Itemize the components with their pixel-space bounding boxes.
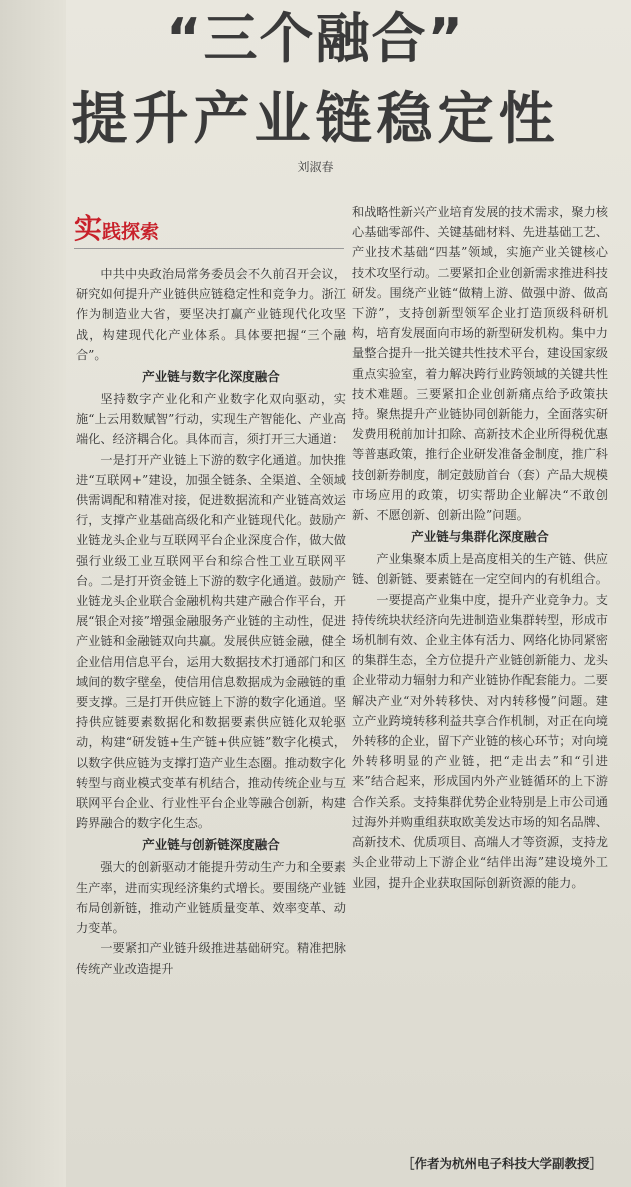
paragraph: 一要提高产业集中度，提升产业竞争力。支持传统块状经济向先进制造业集群转型，形成市场机制有效、企业主体有活力、网络化协同紧密的集群生态，全方位提升产业链创新能力、龙头企业带动力辐射力和产业链协作配套能力。二要解决产业“对外转移快、对内转移慢”问题。建立产业跨境转移利益共享合作机制，对正在向境外转移的企业，留下产业链的核心环节；对向境外转移明显的产业链，把“走出去”和“引进来”结合起来，形成国内外产业链循环的上下游合作关系。支持集群优势企业特别是上市公司通过海外并购重组获取欧美发达市场的知名品牌、高新技术、优质项目、高端人才等资源，支持龙头企业带动上下游企业“结伴出海”建设境外工业园，提升企业获取国际创新资源的能力。 <box>352 592 608 890</box>
paragraph-continued: 和战略性新兴产业培育发展的技术需求，聚力核心基础零部件、关键基础材料、先进基础工艺、产业技术基础“四基”领域，实施产业关键核心技术攻坚行动。二要紧扣企业创新需求推进科技研发。围绕产业链“做精上游、做强中游、做高下游”，支持创新型领军企业打造顶级科研机构，培育发展面向市场的新型研发机构。集中力量整合提升一批关键共性技术平台，建设国家级重点实验室，着力解决跨行业跨领域的关键共性技术难题。三要紧扣企业创新痛点给予政策扶持。聚焦提升产业链协同创新能力，全面落实研发费用税前加计扣除、高新技术企业所得税优惠等普惠政策，推行企业研发准备金制度，推广科技创新券制度，制定鼓励首台（套）产品大规模市场应用的政策，切实帮助企业解决“不敢创新、不愿创新、创新出险”问题。 <box>352 205 608 523</box>
subheading-cluster: 产业链与集群化深度融合 <box>411 529 549 545</box>
article-column-right <box>352 202 608 893</box>
headline-line2: 提升产业链稳定性 <box>71 87 560 152</box>
section-divider <box>74 248 344 249</box>
paragraph: 坚持数字产业化和产业数字化双向驱动，实施“上云用数赋智”行动，实现生产智能化、产业高端化、经济耦合化。具体而言，须打开三大通道： <box>76 392 346 447</box>
section-header-rest: 践探索 <box>102 221 160 243</box>
paragraph: 产业集聚本质上是高度相关的生产链、供应链、创新链、要素链在一定空间内的有机组合。 <box>352 552 608 587</box>
author-byline: ［作者为杭州电子科技大学副教授］ <box>401 1156 602 1171</box>
section-header-big-char: 实 <box>74 212 103 245</box>
subheading-digital: 产业链与数字化深度融合 <box>142 369 280 385</box>
section-header <box>74 212 214 246</box>
author-name: 刘淑春 <box>297 160 334 174</box>
subheading-innovation: 产业链与创新链深度融合 <box>142 837 280 853</box>
paragraph-intro: 中共中央政治局常务委员会不久前召开会议，研究如何提升产业链供应链稳定性和竞争力。浙江作为制造业大省，要坚决打赢产业链现代化攻坚战，构建现代化产业体系。具体要把握“三个融合”。 <box>76 267 346 362</box>
paragraph: 强大的创新驱动才能提升劳动生产力和全要素生产率，进而实现经济集约式增长。要围绕产业链布局创新链，推动产业链质量变革、效率变革、动力变革。 <box>76 860 346 936</box>
headline-line1: “三个融合” <box>166 7 465 70</box>
page-margin <box>0 0 66 1187</box>
article-column-left <box>76 264 346 979</box>
paragraph: 一是打开产业链上下游的数字化通道。加快推进“互联网+”建设，加强全链条、全渠道、全领域供需调配和精准对接，促进数据流和产业链高效运行，支撑产业基础高级化和产业链现代化。鼓励产业链龙头企业与互联网平台企业深度合作，做大做强行业级工业互联网平台和综合性工业互联网平台。二是打开资金链上下游的数字化通道。鼓励产业链龙头企业联合金融机构共建产融合作平台，开展“银企对接”增强金融服务产业链的主动性，促进产业链和金融链双向共赢。发展供应链金融，健全企业信用信息平台，运用大数据技术打通部门和区域间的数字壁垒，使信用信息数据成为金融链的重要支撑。三是打开供应链上下游的数字化通道。坚持供应链要素数据化和数据要素供应链化双轮驱动，构建“研发链+生产链+供应链”数字化模式，以数字供应链为支撑打造产业生态圈。推动数字化转型与商业模式变革有机结合，推动传统企业与互联网平台企业、行业性平台企业等融合创新，构建跨界融合的数字化生态。 <box>76 452 346 831</box>
paragraph: 一要紧扣产业链升级推进基础研究。精准把脉传统产业改造提升 <box>76 941 346 976</box>
